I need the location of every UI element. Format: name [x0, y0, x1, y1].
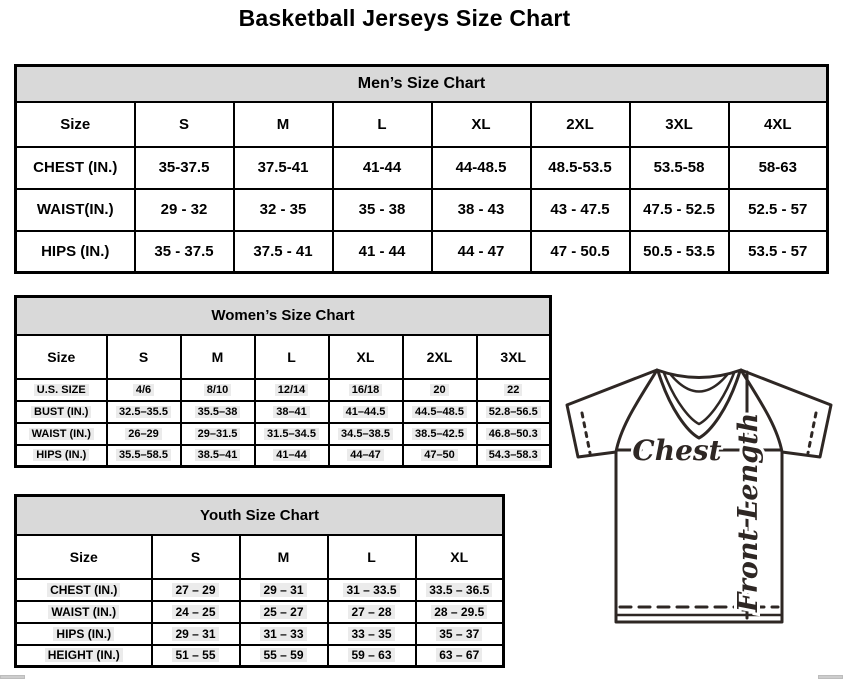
table-cell: 32.5–35.5 [107, 401, 181, 423]
table-cell: 44-48.5 [432, 147, 531, 189]
youth-chest-row [16, 579, 504, 601]
table-cell: 31.5–34.5 [255, 423, 329, 445]
table-cell: 38.5–41 [181, 445, 255, 467]
womens-waist-row [16, 423, 551, 445]
table-cell: M [181, 335, 255, 379]
womens-size-row [16, 335, 551, 379]
table-cell: 53.5 - 57 [729, 231, 828, 273]
table-cell: 53.5-58 [630, 147, 729, 189]
table-cell: M [234, 102, 333, 147]
row-label: WAIST(IN.) [16, 189, 135, 231]
womens-size-table [14, 295, 552, 468]
table-cell: 48.5-53.5 [531, 147, 630, 189]
table-cell: 46.8–50.3 [477, 423, 551, 445]
table-cell: 54.3–58.3 [477, 445, 551, 467]
table-cell: 47–50 [403, 445, 477, 467]
table-cell: 35 – 37 [416, 623, 504, 645]
table-cell: L [328, 535, 416, 579]
row-label: HEIGHT (IN.) [16, 645, 152, 667]
youth-table-header-row [16, 496, 504, 535]
mens-size-table [14, 64, 829, 274]
table-cell: 52.8–56.5 [477, 401, 551, 423]
table-cell: 29 - 32 [135, 189, 234, 231]
table-cell: 51 – 55 [152, 645, 240, 667]
table-cell: 43 - 47.5 [531, 189, 630, 231]
table-cell: 24 – 25 [152, 601, 240, 623]
front-length-label: Front Length [733, 412, 764, 612]
row-label: CHEST (IN.) [16, 579, 152, 601]
table-cell: 63 – 67 [416, 645, 504, 667]
table-cell: 25 – 27 [240, 601, 328, 623]
mens-chest-row [16, 147, 828, 189]
table-cell: M [240, 535, 328, 579]
row-label: U.S. SIZE [16, 379, 107, 401]
table-cell: 31 – 33.5 [328, 579, 416, 601]
mens-table-title: Men’s Size Chart [16, 66, 828, 102]
womens-hips-row [16, 445, 551, 467]
table-cell: L [333, 102, 432, 147]
row-label: WAIST (IN.) [16, 423, 107, 445]
table-cell: 34.5–38.5 [329, 423, 403, 445]
table-cell: XL [416, 535, 504, 579]
table-cell: 31 – 33 [240, 623, 328, 645]
table-cell: 4XL [729, 102, 828, 147]
table-cell: 32 - 35 [234, 189, 333, 231]
table-cell: S [152, 535, 240, 579]
table-cell: 2XL [531, 102, 630, 147]
table-cell: 35 - 38 [333, 189, 432, 231]
table-cell: 29–31.5 [181, 423, 255, 445]
table-cell: 41 - 44 [333, 231, 432, 273]
table-cell: XL [432, 102, 531, 147]
table-cell: L [255, 335, 329, 379]
table-cell: 22 [477, 379, 551, 401]
table-cell: 16/18 [329, 379, 403, 401]
table-cell: 29 – 31 [152, 623, 240, 645]
table-cell: 29 – 31 [240, 579, 328, 601]
table-cell: 58-63 [729, 147, 828, 189]
youth-size-table [14, 494, 505, 668]
table-cell: 37.5 - 41 [234, 231, 333, 273]
chest-label: Chest [632, 434, 722, 467]
youth-waist-row [16, 601, 504, 623]
table-cell: 38.5–42.5 [403, 423, 477, 445]
jersey-diagram [558, 360, 843, 632]
table-cell: 27 – 29 [152, 579, 240, 601]
table-cell: 41–44 [255, 445, 329, 467]
table-cell: 35.5–58.5 [107, 445, 181, 467]
mens-size-row [16, 102, 828, 147]
table-cell: 2XL [403, 335, 477, 379]
table-cell: 37.5-41 [234, 147, 333, 189]
table-cell: 35.5–38 [181, 401, 255, 423]
table-cell: 8/10 [181, 379, 255, 401]
row-label: Size [16, 335, 107, 379]
row-label: HIPS (IN.) [16, 231, 135, 273]
womens-table-title: Women’s Size Chart [16, 297, 551, 335]
table-cell: S [107, 335, 181, 379]
mens-waist-row [16, 189, 828, 231]
womens-bust-row [16, 401, 551, 423]
row-label: HIPS (IN.) [16, 623, 152, 645]
table-cell: 38 - 43 [432, 189, 531, 231]
table-cell: 38–41 [255, 401, 329, 423]
table-cell: 35 - 37.5 [135, 231, 234, 273]
table-cell: 50.5 - 53.5 [630, 231, 729, 273]
table-cell: 52.5 - 57 [729, 189, 828, 231]
mens-table-header-row [16, 66, 828, 102]
womens-table-header-row [16, 297, 551, 335]
youth-height-row [16, 645, 504, 667]
table-cell: 12/14 [255, 379, 329, 401]
horizontal-scrollbar-fragment[interactable] [0, 675, 25, 679]
row-label: HIPS (IN.) [16, 445, 107, 467]
table-cell: 47.5 - 52.5 [630, 189, 729, 231]
table-cell: 41-44 [333, 147, 432, 189]
table-cell: 27 – 28 [328, 601, 416, 623]
row-label: Size [16, 535, 152, 579]
mens-hips-row [16, 231, 828, 273]
youth-size-row [16, 535, 504, 579]
table-cell: 44.5–48.5 [403, 401, 477, 423]
table-cell: S [135, 102, 234, 147]
youth-hips-row [16, 623, 504, 645]
youth-table-title: Youth Size Chart [16, 496, 504, 535]
row-label: Size [16, 102, 135, 147]
table-cell: 28 – 29.5 [416, 601, 504, 623]
row-label: WAIST (IN.) [16, 601, 152, 623]
table-cell: 33 – 35 [328, 623, 416, 645]
womens-ussize-row [16, 379, 551, 401]
horizontal-scrollbar-fragment[interactable] [818, 675, 843, 679]
table-cell: 33.5 – 36.5 [416, 579, 504, 601]
table-cell: 3XL [630, 102, 729, 147]
table-cell: 3XL [477, 335, 551, 379]
table-cell: 35-37.5 [135, 147, 234, 189]
page-title: Basketball Jerseys Size Chart [238, 5, 571, 31]
table-cell: 59 – 63 [328, 645, 416, 667]
table-cell: 20 [403, 379, 477, 401]
table-cell: 41–44.5 [329, 401, 403, 423]
table-cell: 47 - 50.5 [531, 231, 630, 273]
row-label: CHEST (IN.) [16, 147, 135, 189]
table-cell: XL [329, 335, 403, 379]
table-cell: 26–29 [107, 423, 181, 445]
table-cell: 44 - 47 [432, 231, 531, 273]
row-label: BUST (IN.) [16, 401, 107, 423]
table-cell: 55 – 59 [240, 645, 328, 667]
jersey-outline [567, 370, 831, 622]
table-cell: 4/6 [107, 379, 181, 401]
table-cell: 44–47 [329, 445, 403, 467]
